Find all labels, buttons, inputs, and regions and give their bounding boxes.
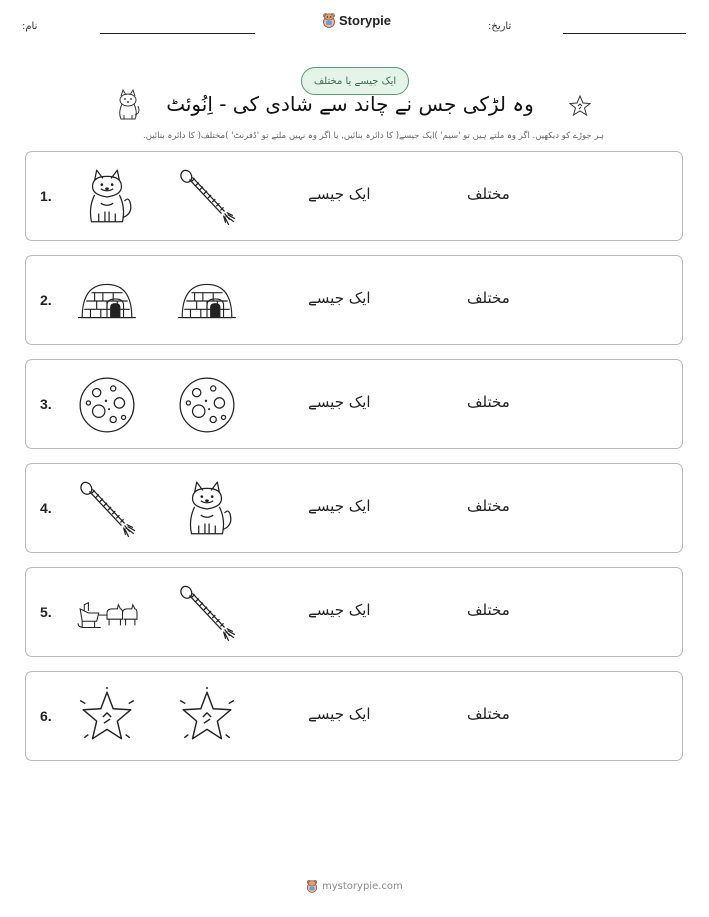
option-same[interactable]: ایک جیسے xyxy=(308,601,371,619)
igloo-icon xyxy=(176,270,238,332)
name-label: نام: xyxy=(22,21,38,32)
instructions: ہر جوڑے کو دیکھیں. اگر وہ ملتے ہیں تو 'سیم' )ایک جیسے( کا دائرہ بنائیں, یا اگر وہ نہیں ملتے تو 'ڈفرنٹ' )مختلف( کا دائرہ بنائیں. xyxy=(143,131,604,141)
igloo-icon xyxy=(76,270,138,332)
star-icon xyxy=(76,686,138,748)
question-number: 2. xyxy=(40,292,52,308)
option-same[interactable]: ایک جیسے xyxy=(308,393,371,411)
question-number: 3. xyxy=(40,396,52,412)
option-different[interactable]: مختلف xyxy=(467,705,510,723)
moon-icon xyxy=(76,374,138,436)
question-row xyxy=(25,359,683,449)
page-title: وہ لڑکی جس نے چاند سے شادی کی - اِنُوئٹ xyxy=(166,92,534,116)
rope-icon xyxy=(76,478,138,540)
option-same[interactable]: ایک جیسے xyxy=(308,185,371,203)
question-number: 6. xyxy=(40,708,52,724)
question-row xyxy=(25,671,683,761)
moon-icon xyxy=(176,374,238,436)
star-icon xyxy=(176,686,238,748)
option-same[interactable]: ایک جیسے xyxy=(308,705,371,723)
mascot-icon xyxy=(322,12,336,28)
question-row xyxy=(25,255,683,345)
option-same[interactable]: ایک جیسے xyxy=(308,497,371,515)
option-different[interactable]: مختلف xyxy=(467,497,510,515)
question-row xyxy=(25,151,683,241)
worksheet-badge: ایک جیسے یا مختلف xyxy=(301,67,409,95)
question-number: 5. xyxy=(40,604,52,620)
dog-sled-icon xyxy=(76,582,138,644)
question-number: 4. xyxy=(40,500,52,516)
footer xyxy=(306,879,403,893)
option-different[interactable]: مختلف xyxy=(467,185,510,203)
husky-dog-icon xyxy=(76,166,138,228)
footer-site[interactable]: mystorypie.com xyxy=(322,880,403,892)
mascot-icon xyxy=(306,879,318,893)
question-number: 1. xyxy=(40,188,52,204)
name-line[interactable] xyxy=(100,33,255,34)
question-row xyxy=(25,463,683,553)
brand-name: Storypie xyxy=(339,12,392,28)
option-same[interactable]: ایک جیسے xyxy=(308,289,371,307)
rope-icon xyxy=(176,582,238,644)
husky-dog-icon xyxy=(176,478,238,540)
option-different[interactable]: مختلف xyxy=(467,393,510,411)
brand-logo xyxy=(322,12,391,28)
date-line[interactable] xyxy=(563,33,686,34)
option-different[interactable]: مختلف xyxy=(467,601,510,619)
question-row xyxy=(25,567,683,657)
date-label: تاریخ: xyxy=(488,21,512,32)
rope-icon xyxy=(176,166,238,228)
option-different[interactable]: مختلف xyxy=(467,289,510,307)
